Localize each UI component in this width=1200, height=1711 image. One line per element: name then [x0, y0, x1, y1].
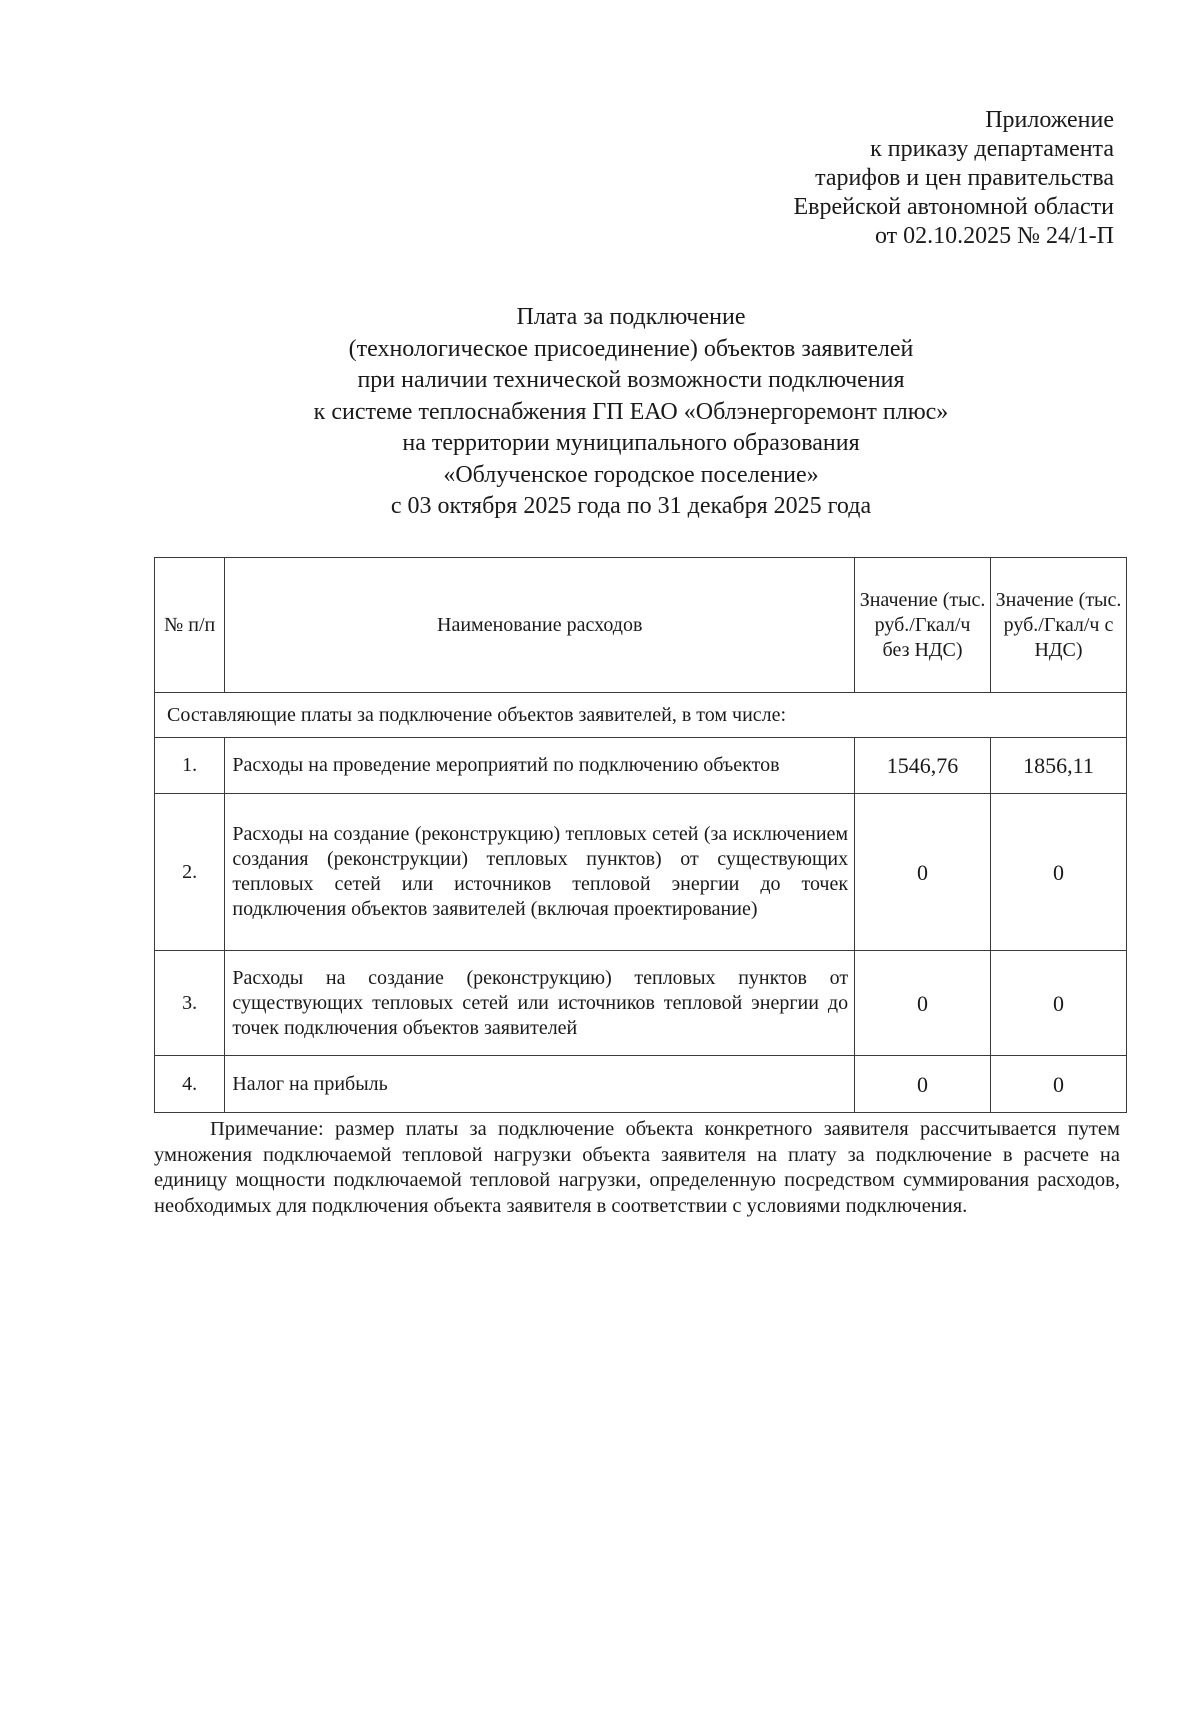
row-value-without-vat: 1546,76 [855, 738, 991, 794]
row-num: 3. [155, 951, 225, 1056]
header-value-with-vat: Значение (тыс. руб./Гкал/ч с НДС) [991, 558, 1127, 693]
note-paragraph: Примечание: размер платы за подключение объекта конкретного заявителя рассчитывается путем умножения подключаемой тепловой нагрузки объекта заявителя на плату за подключение в расчете на единицу мощности подключаемой тепловой нагрузки, определенную посредством суммирования расходов, необходимых для подключения объекта заявителя в соответствии с условиями подключения. [154, 1118, 1120, 1217]
row-value-with-vat: 0 [991, 951, 1127, 1056]
title-line: (технологическое присоединение) объектов заявителей [348, 335, 914, 362]
table-row [155, 794, 1127, 951]
document-title [150, 302, 1112, 523]
title-line: на территории муниципального образования [402, 430, 860, 456]
row-num: 2. [155, 794, 225, 951]
row-value-without-vat: 0 [855, 1056, 991, 1113]
row-name: Расходы на создание (реконструкцию) тепловых пунктов от существующих тепловых сетей или источников тепловой энергии до точек подключения объектов заявителей [225, 951, 855, 1056]
table-section-row [155, 693, 1127, 738]
appendix-line: к приказу департамента [870, 136, 1114, 162]
row-name: Налог на прибыль [225, 1056, 855, 1113]
title-line: при наличии технической возможности подключения [357, 367, 905, 393]
title-period: с 03 октября 2025 года по 31 декабря 2025 года [390, 493, 872, 519]
row-value-with-vat: 0 [991, 1056, 1127, 1113]
row-value-without-vat: 0 [855, 951, 991, 1056]
table-row [155, 738, 1127, 794]
costs-table [154, 557, 1127, 1113]
row-value-with-vat: 0 [991, 794, 1127, 951]
row-value-without-vat: 0 [855, 794, 991, 951]
section-label: Составляющие платы за подключение объектов заявителей, в том числе: [155, 693, 1127, 738]
table-row [155, 951, 1127, 1056]
title-line: Плата за подключение [516, 304, 746, 330]
header-value-without-vat: Значение (тыс. руб./Гкал/ч без НДС) [855, 558, 991, 693]
row-value-with-vat: 1856,11 [991, 738, 1127, 794]
row-name: Расходы на создание (реконструкцию) тепловых сетей (за исключением создания (реконструкции) тепловых пунктов) от существующих тепловых сетей или источников тепловой энергии до точек подключения объектов заявителей (включая проектирование) [225, 794, 855, 951]
title-line: к системе теплоснабжения ГП ЕАО «Облэнергоремонт плюс» [313, 398, 949, 425]
appendix-line: Приложение [985, 107, 1114, 133]
row-num: 4. [155, 1056, 225, 1113]
row-name: Расходы на проведение мероприятий по подключению объектов [225, 738, 855, 794]
appendix-order-reference: от 02.10.2025 № 24/1-П [874, 223, 1114, 249]
header-name: Наименование расходов [225, 558, 855, 693]
appendix-line: Еврейской автономной области [793, 194, 1114, 220]
title-line: «Облученское городское поселение» [443, 461, 819, 488]
table-header-row [155, 558, 1127, 693]
appendix-line: тарифов и цен правительства [815, 165, 1114, 191]
header-num: № п/п [155, 558, 225, 693]
row-num: 1. [155, 738, 225, 794]
table-row [155, 1056, 1127, 1113]
appendix-header [794, 106, 1114, 251]
